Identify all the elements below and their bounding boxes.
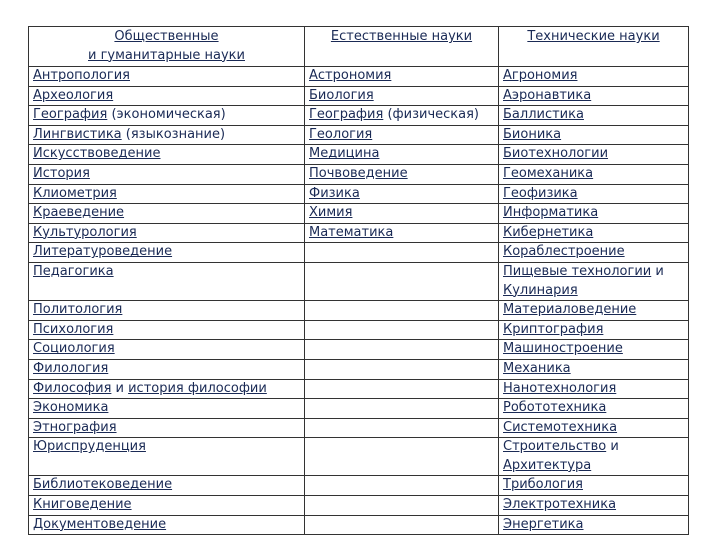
science-link[interactable]: Электротехника (503, 497, 617, 513)
technical-cell (499, 67, 689, 87)
science-link[interactable]: Экономика (33, 400, 109, 416)
table-row (29, 86, 689, 106)
table-row (29, 301, 689, 321)
science-link[interactable]: Юриспруденция (33, 439, 146, 455)
table-body (29, 67, 689, 535)
table-row (29, 476, 689, 496)
science-link[interactable]: Этнография (33, 419, 117, 435)
humanities-cell (29, 301, 305, 321)
table-row (29, 125, 689, 145)
natural-cell (305, 67, 499, 87)
science-link[interactable]: Криптография (503, 321, 604, 337)
science-link[interactable]: Медицина (309, 146, 380, 162)
science-link[interactable]: Кибернетика (503, 224, 594, 240)
science-link[interactable]: Астрономия (309, 68, 392, 83)
table-row (29, 496, 689, 516)
science-link[interactable]: География (309, 107, 384, 123)
science-note: и (606, 439, 619, 455)
humanities-cell (29, 125, 305, 145)
science-link[interactable]: Биология (309, 87, 374, 103)
natural-cell (305, 359, 499, 379)
science-link[interactable]: Антропология (33, 68, 130, 83)
technical-cell (499, 145, 689, 165)
humanities-cell (29, 476, 305, 496)
science-link[interactable]: Документоведение (33, 516, 167, 532)
table-row (29, 438, 689, 476)
science-link[interactable]: Геофизика (503, 185, 578, 201)
technical-cell (499, 399, 689, 419)
technical-cell (499, 184, 689, 204)
science-link[interactable]: Машиностроение (503, 341, 623, 357)
natural-cell (305, 204, 499, 224)
header-natural (305, 27, 499, 67)
science-link[interactable]: Лингвистика (33, 126, 122, 142)
science-link[interactable]: Библиотековедение (33, 477, 173, 493)
table-row (29, 515, 689, 535)
natural-cell (305, 399, 499, 419)
science-link[interactable]: Агрономия (503, 68, 578, 83)
science-link[interactable]: Клиометрия (33, 185, 117, 201)
natural-cell (305, 515, 499, 535)
natural-cell (305, 243, 499, 263)
humanities-cell (29, 418, 305, 438)
science-link[interactable]: Математика (309, 224, 394, 240)
humanities-cell (29, 359, 305, 379)
natural-cell (305, 379, 499, 399)
humanities-cell (29, 184, 305, 204)
natural-cell (305, 418, 499, 438)
humanities-cell (29, 496, 305, 516)
natural-cell (305, 164, 499, 184)
technical-cell (499, 438, 689, 476)
science-link[interactable]: история философии (128, 380, 267, 396)
science-link[interactable]: Геология (309, 126, 373, 142)
humanities-cell (29, 320, 305, 340)
science-link[interactable]: Химия (309, 205, 353, 221)
humanities-cell (29, 67, 305, 87)
science-link[interactable]: География (33, 107, 108, 123)
science-link[interactable]: Политология (33, 302, 123, 318)
science-link[interactable]: Психология (33, 321, 114, 337)
science-link[interactable]: Информатика (503, 205, 599, 221)
header-technical-link[interactable]: Технические науки (527, 29, 660, 44)
table-row (29, 223, 689, 243)
science-link[interactable]: Аэронавтика (503, 87, 592, 103)
science-link[interactable]: Баллистика (503, 107, 584, 123)
science-note: (языкознание) (121, 126, 226, 142)
science-link[interactable]: Кораблестроение (503, 244, 625, 260)
science-note: и (651, 263, 664, 279)
table-row (29, 243, 689, 263)
natural-cell (305, 476, 499, 496)
header-humanities-line1[interactable]: Общественные (114, 29, 219, 44)
science-link[interactable]: Механика (503, 360, 571, 376)
technical-cell (499, 223, 689, 243)
table-row (29, 359, 689, 379)
humanities-cell (29, 145, 305, 165)
technical-cell (499, 204, 689, 224)
humanities-cell (29, 438, 305, 476)
technical-cell (499, 320, 689, 340)
natural-cell (305, 262, 499, 300)
science-link[interactable]: Бионика (503, 126, 562, 142)
technical-cell (499, 262, 689, 300)
technical-cell (499, 164, 689, 184)
table-row (29, 262, 689, 300)
technical-cell (499, 418, 689, 438)
table-row (29, 399, 689, 419)
technical-cell (499, 106, 689, 126)
science-link[interactable]: Робототехника (503, 400, 607, 416)
header-technical (499, 27, 689, 67)
natural-cell (305, 340, 499, 360)
science-link[interactable]: История (33, 165, 90, 181)
technical-cell (499, 359, 689, 379)
science-link[interactable]: Пищевые технологии (503, 263, 652, 279)
science-link[interactable]: Педагогика (33, 263, 114, 279)
science-note: (экономическая) (107, 107, 226, 123)
humanities-cell (29, 379, 305, 399)
science-link[interactable]: Филология (33, 360, 109, 376)
humanities-cell (29, 340, 305, 360)
science-link[interactable]: Краеведение (33, 205, 125, 221)
header-humanities-line2[interactable]: и гуманитарные науки (88, 47, 245, 63)
science-link[interactable]: Философия (33, 380, 112, 396)
technical-cell (499, 379, 689, 399)
humanities-cell (29, 204, 305, 224)
science-link[interactable]: Почвоведение (309, 165, 408, 181)
technical-cell (499, 125, 689, 145)
science-link[interactable]: Книговедение (33, 497, 132, 513)
science-link[interactable]: Материаловедение (503, 302, 637, 318)
table-row (29, 204, 689, 224)
science-link[interactable]: Нанотехнология (503, 380, 617, 396)
science-link[interactable]: Геомеханика (503, 165, 594, 181)
natural-cell (305, 145, 499, 165)
natural-cell (305, 223, 499, 243)
humanities-cell (29, 399, 305, 419)
header-humanities (29, 27, 305, 67)
technical-cell (499, 496, 689, 516)
natural-cell (305, 125, 499, 145)
science-note: и (111, 380, 129, 396)
science-link[interactable]: Искусствоведение (33, 146, 161, 162)
natural-cell (305, 184, 499, 204)
natural-cell (305, 320, 499, 340)
technical-cell (499, 301, 689, 321)
technical-cell (499, 86, 689, 106)
science-link[interactable]: Археология (33, 87, 114, 103)
table-row (29, 164, 689, 184)
humanities-cell (29, 223, 305, 243)
science-link[interactable]: Кулинария (503, 282, 578, 298)
table-row (29, 379, 689, 399)
table-row (29, 418, 689, 438)
header-natural-link[interactable]: Естественные науки (330, 29, 473, 44)
humanities-cell (29, 86, 305, 106)
sciences-table (28, 26, 689, 535)
humanities-cell (29, 164, 305, 184)
technical-cell (499, 476, 689, 496)
technical-cell (499, 340, 689, 360)
table-row (29, 320, 689, 340)
header-row (29, 27, 689, 67)
humanities-cell (29, 243, 305, 263)
natural-cell (305, 106, 499, 126)
table-row (29, 340, 689, 360)
humanities-cell (29, 262, 305, 300)
table-row (29, 184, 689, 204)
science-link[interactable]: Литературоведение (33, 244, 173, 260)
natural-cell (305, 301, 499, 321)
technical-cell (499, 243, 689, 263)
humanities-cell (29, 515, 305, 535)
natural-cell (305, 496, 499, 516)
science-link[interactable]: Культурология (33, 224, 137, 240)
science-link[interactable]: Биотехнологии (503, 146, 609, 162)
humanities-cell (29, 106, 305, 126)
technical-cell (499, 515, 689, 535)
science-link[interactable]: Архитектура (503, 457, 592, 473)
table-row (29, 67, 689, 87)
science-link[interactable]: Энергетика (503, 516, 584, 532)
science-link[interactable]: Системотехника (503, 419, 618, 435)
science-link[interactable]: Социология (33, 341, 115, 357)
science-link[interactable]: Строительство (503, 439, 607, 455)
natural-cell (305, 438, 499, 476)
table-row (29, 106, 689, 126)
science-link[interactable]: Физика (309, 185, 360, 201)
table-row (29, 145, 689, 165)
science-note: (физическая) (383, 107, 479, 123)
natural-cell (305, 86, 499, 106)
science-link[interactable]: Трибология (503, 477, 583, 493)
